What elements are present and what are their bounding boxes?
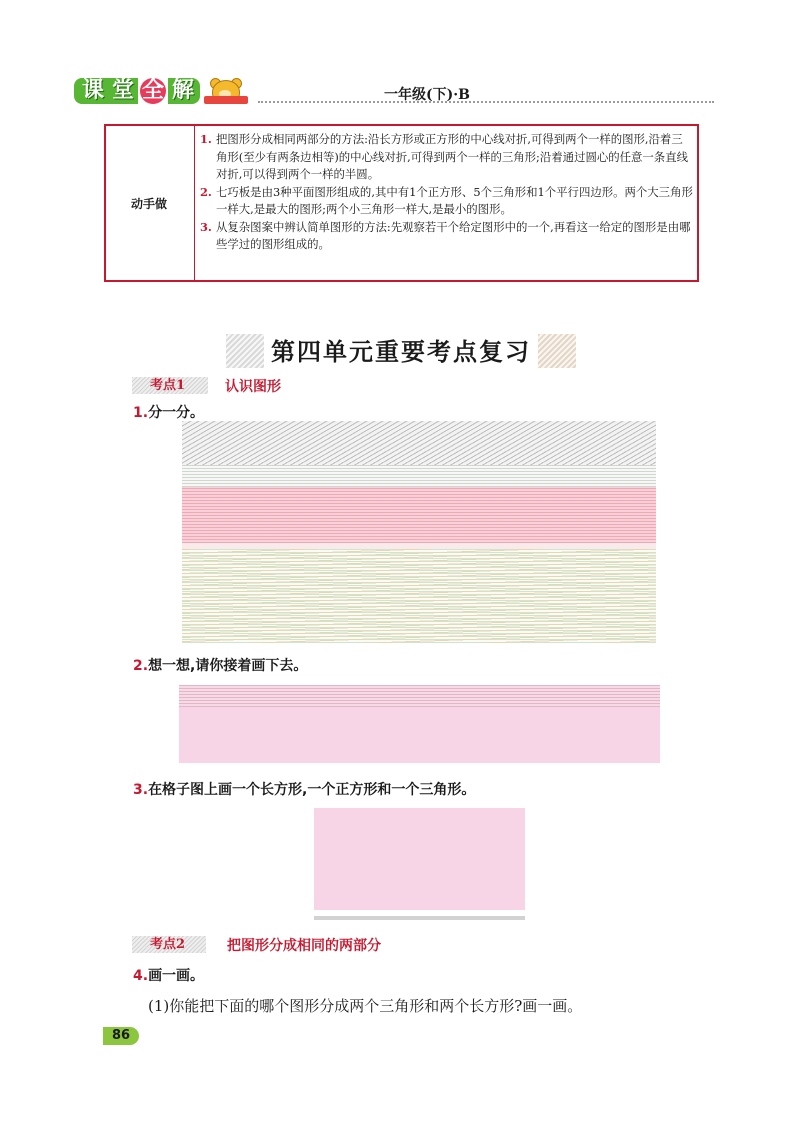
section-title: 第四单元重要考点复习 xyxy=(271,338,531,366)
kaodian-title-1: 认识图形 xyxy=(225,379,281,395)
page-number: 86 xyxy=(103,1027,139,1045)
rule-text: 七巧板是由3种平面图形组成的,其中有1个正方形、5个三角形和1个平行四边形。两个大三角形一样大,是最大的图形;两个小三角形一样大,是最小的图形。 xyxy=(216,184,693,216)
kaodian-tag-2: 考点2 xyxy=(132,936,206,953)
figure-grid xyxy=(314,808,525,910)
question-3 xyxy=(133,779,475,799)
question-text: 在格子图上画一个长方形,一个正方形和一个三角形。 xyxy=(148,782,476,798)
figure-grid-base xyxy=(314,916,525,920)
question-text: 想一想,请你接着画下去。 xyxy=(148,658,308,674)
question-4-sub-1: (1)你能把下面的哪个图形分成两个三角形和两个长方形?画一画。 xyxy=(148,997,583,1015)
rule-text: 从复杂图案中辨认简单图形的方法:先观察若干个给定图形中的一个,再看这一给定的图形是由哪些学过的图形组成的。 xyxy=(216,219,691,251)
question-text: 画一画。 xyxy=(148,968,205,984)
question-number: 1. xyxy=(133,405,149,421)
question-number: 3. xyxy=(133,782,149,798)
rules-box-label: 动手做 xyxy=(130,196,167,211)
kaodian-title-2: 把图形分成相同的两部分 xyxy=(227,938,381,954)
rule-number: 2. xyxy=(200,184,212,199)
brand-char-3: 全 xyxy=(142,78,165,103)
brand-char-4: 解 xyxy=(168,78,200,104)
rule-text: 把图形分成相同两部分的方法:沿长方形或正方形的中心线对折,可得到两个一样的图形,沿着三角形(至少有两条边相等)的中心线对折,可得到两个一样的三角形;沿着通过圆心的任意一条直线对折,可以得到两个一样的半圆。 xyxy=(216,132,688,181)
brand-char-2: 堂 xyxy=(108,78,138,104)
question-number: 2. xyxy=(133,658,149,674)
grade-label: 一年级(下)·B xyxy=(384,87,470,103)
question-2 xyxy=(133,655,307,675)
rule-item xyxy=(200,219,694,254)
question-4 xyxy=(133,965,204,985)
question-text: 分一分。 xyxy=(148,405,205,421)
bear-mascot-icon xyxy=(204,78,248,104)
rule-number: 3. xyxy=(200,219,212,234)
brand-char-1: 课 xyxy=(74,78,108,104)
brand-logo xyxy=(74,76,248,106)
question-number: 4. xyxy=(133,968,149,984)
rule-item xyxy=(200,184,694,219)
header-dotted-rule xyxy=(258,101,714,103)
rule-item xyxy=(200,131,694,184)
kaodian-tag-1: 考点1 xyxy=(132,377,208,394)
rules-list xyxy=(200,131,694,254)
rule-number: 1. xyxy=(200,132,212,146)
title-decoration-left xyxy=(226,334,264,368)
rules-box-divider xyxy=(194,124,195,282)
figure-pattern xyxy=(179,685,660,763)
question-1 xyxy=(133,402,204,422)
title-decoration-right xyxy=(538,334,576,368)
figure-shapes-sorting xyxy=(182,421,656,643)
